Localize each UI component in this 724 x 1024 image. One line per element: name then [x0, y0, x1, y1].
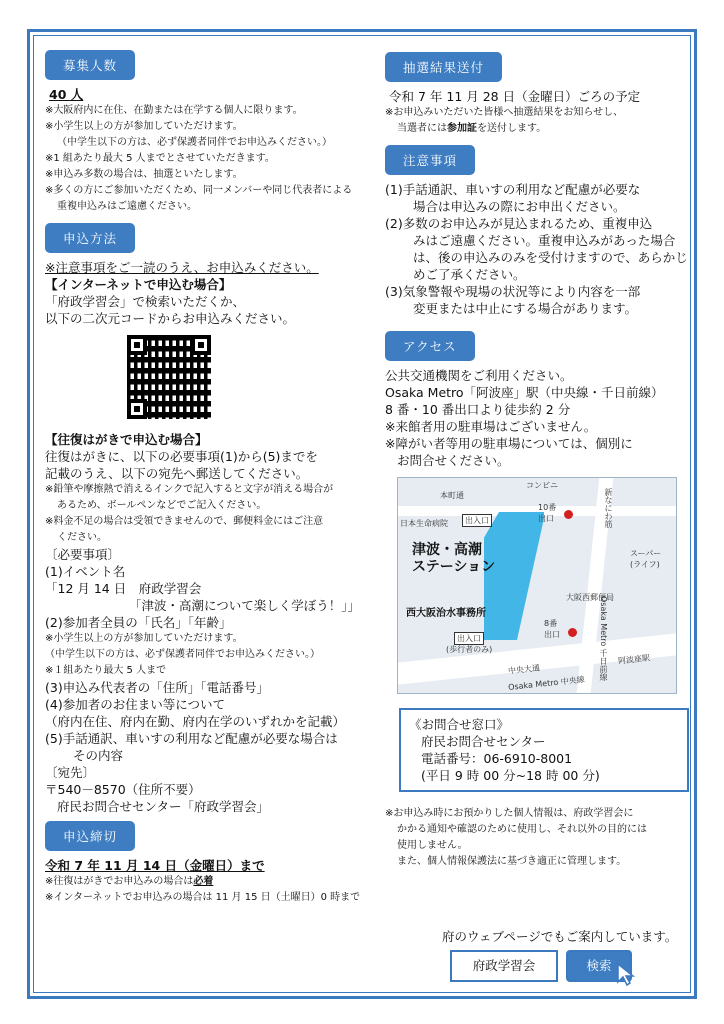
access-map[interactable]	[397, 477, 677, 694]
lottery-date: 令和 7 年 11 月 28 日（金曜日）ごろの予定	[389, 89, 641, 104]
contact-box	[399, 708, 689, 792]
map-exit10: 10番 出口	[538, 503, 557, 523]
notes-line: は、後の申込みのみを受付けますので、あらかじ	[413, 250, 688, 265]
postcard-note: ※料金不足の場合は受領できませんので、郵便料金にはご注意	[45, 516, 324, 527]
contact-title: 《お問合せ窓口》	[409, 717, 510, 732]
apply-header: 申込方法	[45, 223, 135, 253]
event-name: 「津波・高潮について楽しく学ぼう！」」	[129, 598, 361, 613]
access-line: 8 番・10 番出口より徒歩約 2 分	[385, 402, 571, 417]
privacy-line: また、個人情報保護法に基づき適正に管理します。	[397, 856, 627, 867]
search-term-box[interactable]: 府政学習会	[450, 950, 558, 982]
map-label: 新なにわ筋	[604, 488, 613, 528]
lottery-line: ※お申込みいただいた皆様へ抽選結果をお知らせし、	[385, 107, 624, 118]
contact-center: 府民お問合せセンター	[421, 734, 546, 749]
recruit-line: ※申込み多数の場合は、抽選といたします。	[45, 169, 243, 180]
apply-note: ※注意事項をご一読のうえ、お申込みください。	[45, 260, 319, 275]
required-item: (4)参加者のお住まい等について	[45, 697, 225, 712]
deadline-postcard: ※往復はがきでお申込みの場合は必着	[45, 876, 214, 887]
required-item: (1)イベント名	[45, 564, 126, 579]
map-exit-sub: (歩行者のみ)	[446, 645, 493, 654]
recruit-count: 40 人	[49, 87, 84, 102]
exit-marker-icon	[568, 628, 577, 637]
internet-title: 【インターネットで申込む場合】	[45, 277, 232, 292]
required-item: (2)参加者全員の「氏名」「年齢」	[45, 615, 232, 630]
notes-line: (3)気象警報や現場の状況等により内容を一部	[385, 284, 641, 299]
recruit-line: 重複申込みはご遠慮ください。	[57, 201, 197, 212]
privacy-line: 使用しません。	[397, 840, 468, 851]
recruit-header: 募集人数	[45, 50, 135, 80]
exit-marker-icon	[564, 510, 573, 519]
recruit-line: ※多くの方にご参加いただくため、同一メンバーや同じ代表者による	[45, 185, 353, 196]
privacy-line: かかる通知や確認のために使用し、それ以外の目的には	[397, 824, 647, 835]
privacy-line: ※お申込み時にお預かりした個人情報は、府政学習会に	[385, 808, 634, 819]
access-line: ※障がい者等用の駐車場については、個別に	[385, 436, 633, 451]
map-label: 本町通	[440, 491, 464, 500]
station-building	[484, 512, 544, 640]
postcard-title: 【往復はがきで申込む場合】	[45, 432, 208, 447]
event-name: 「12 月 14 日 府政学習会	[45, 581, 202, 596]
required-note: （中学生以下の方は、必ず保護者同伴でお申込みください。）	[45, 649, 320, 660]
recruit-line: ※小学生以上の方が参加していただけます。	[45, 121, 243, 132]
map-label: Osaka Metro 千日前線	[599, 596, 608, 681]
postcard-line: 往復はがきに、以下の必要事項(1)から(5)までを	[45, 449, 318, 464]
internet-line: 以下の二次元コードからお申込みください。	[45, 311, 296, 326]
access-header: アクセス	[385, 331, 475, 361]
left-column	[45, 50, 375, 906]
map-station-name: 津波・高潮 ステーション	[412, 542, 496, 575]
required-item: (5)手話通訳、車いすの利用など配慮が必要な場合は	[45, 731, 338, 746]
map-label: 中央大通	[507, 663, 541, 676]
map-label: 日本生命病院	[400, 519, 448, 528]
deadline-date: 令和 7 年 11 月 14 日（金曜日）まで	[45, 858, 265, 873]
required-note: ※小学生以上の方が参加していただけます。	[45, 633, 243, 644]
postcard-note: あるため、ボールペンなどでご記入ください。	[57, 500, 267, 511]
postcard-note: ください。	[57, 532, 107, 543]
required-item: (3)申込み代表者の「住所」「電話番号」	[45, 680, 269, 695]
contact-phone: 電話番号：06-6910-8001	[421, 751, 573, 766]
address-zip: 〒540－8570（住所不要）	[45, 782, 201, 797]
address-title: 〔宛先〕	[45, 765, 96, 780]
access-line: ※来館者用の駐車場はございません。	[385, 419, 597, 434]
required-item-sub: （府内在住、府内在勤、府内在学のいずれかを記載）	[45, 714, 346, 729]
access-line: 公共交通機関をご利用ください。	[385, 368, 573, 383]
map-label: Osaka Metro 中央線	[507, 675, 586, 692]
notes-line: めご了承ください。	[413, 267, 526, 282]
map-label: スーパー (ライフ)	[630, 549, 662, 569]
cursor-icon	[616, 962, 640, 988]
recruit-line: ※大阪府内に在住、在勤または在学する個人に限ります。	[45, 105, 303, 116]
notes-line: 変更または中止にする場合があります。	[413, 301, 638, 316]
deadline-internet: ※インターネットでお申込みの場合は 11 月 15 日（土曜日）0 時まで	[45, 892, 361, 903]
map-label: コンビニ	[526, 481, 558, 490]
deadline-header: 申込締切	[45, 821, 135, 851]
address-name: 府民お問合せセンター「府政学習会」	[57, 799, 270, 814]
lottery-line: 当選者には参加証を送付します。	[397, 123, 547, 134]
map-exit-label: 出入口	[462, 514, 492, 527]
notes-line: (1)手話通訳、車いすの利用など配慮が必要な	[385, 182, 641, 197]
notes-header: 注意事項	[385, 145, 475, 175]
map-office-name: 西大阪治水事務所	[406, 608, 486, 619]
access-line: Osaka Metro「阿波座」駅（中央線・千日前線）	[385, 385, 664, 400]
map-label: 阿波座駅	[617, 653, 651, 666]
required-item-sub: その内容	[73, 748, 124, 763]
required-title: 〔必要事項〕	[45, 547, 121, 562]
lottery-header: 抽選結果送付	[385, 52, 502, 82]
recruit-line: （中学生以下の方は、必ず保護者同伴でお申込みください。）	[57, 137, 332, 148]
internet-line: 「府政学習会」で検索いただくか、	[45, 294, 246, 309]
contact-hours: (平日 9 時 00 分~18 時 00 分)	[421, 768, 600, 783]
required-note: ※１組あたり最大 5 人まで	[45, 665, 167, 676]
notes-line: 場合は申込みの際にお申出ください。	[413, 199, 626, 214]
postcard-line: 記載のうえ、以下の宛先へ郵送してください。	[45, 466, 309, 481]
notes-line: みはご遠慮ください。重複申込みがあった場合	[413, 233, 676, 248]
qr-code-image[interactable]	[125, 333, 213, 421]
recruit-line: ※1 組あたり最大 5 人までとさせていただきます。	[45, 153, 275, 164]
search-button[interactable]: 検索	[566, 950, 632, 982]
map-exit8: 8番 出口	[544, 619, 560, 639]
notes-line: (2)多数のお申込みが見込まれるため、重複申込	[385, 216, 653, 231]
map-label: 大阪西郵便局	[566, 593, 614, 602]
postcard-note: ※鉛筆や摩擦熱で消えるインクで記入すると文字が消える場合が	[45, 484, 334, 495]
right-column	[385, 52, 690, 870]
map-exit-label: 出入口	[454, 632, 484, 645]
access-line: お問合せください。	[397, 453, 510, 468]
web-text: 府のウェブページでもご案内しています。	[442, 929, 678, 944]
